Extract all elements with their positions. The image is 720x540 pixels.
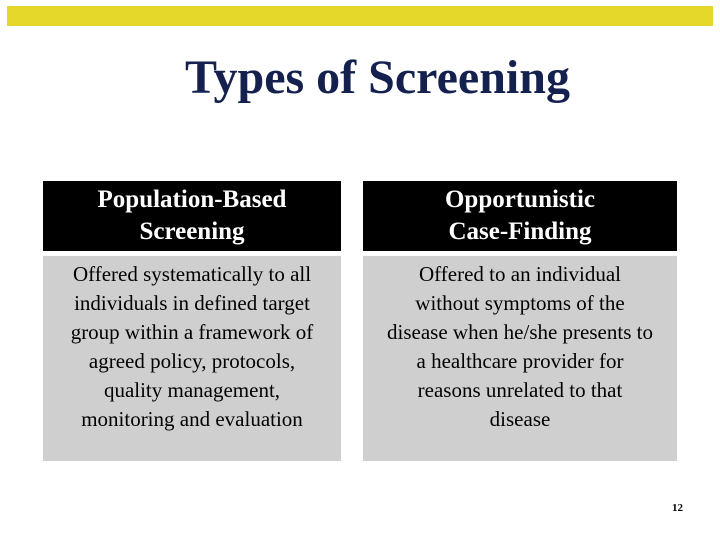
body-line: individuals in defined target (74, 291, 310, 315)
body-line: agreed policy, protocols, (88, 349, 296, 373)
page-number: 12 (672, 502, 683, 514)
body-line: reasons unrelated to that (417, 378, 623, 402)
column-header (363, 181, 677, 251)
opportunistic-column (363, 181, 677, 461)
header-line: Case-Finding (448, 218, 592, 245)
top-accent-bar (7, 6, 713, 26)
header-line: Screening (139, 218, 245, 245)
body-line: disease (489, 407, 551, 431)
header-line: Population-Based (97, 186, 287, 213)
body-line: quality management, (103, 378, 281, 402)
column-header (43, 181, 341, 251)
body-line: Offered systematically to all (72, 262, 312, 286)
header-line: Opportunistic (444, 186, 596, 213)
column-body (43, 256, 341, 461)
slide-title: Types of Screening (185, 51, 570, 104)
population-based-column (43, 181, 341, 461)
body-line: monitoring and evaluation (81, 407, 303, 431)
body-line: disease when he/she presents to (387, 320, 653, 344)
body-line: a healthcare provider for (416, 349, 624, 373)
body-line: without symptoms of the (415, 291, 625, 315)
body-line: group within a framework of (70, 320, 314, 344)
body-line: Offered to an individual (419, 262, 621, 286)
column-body (363, 256, 677, 461)
